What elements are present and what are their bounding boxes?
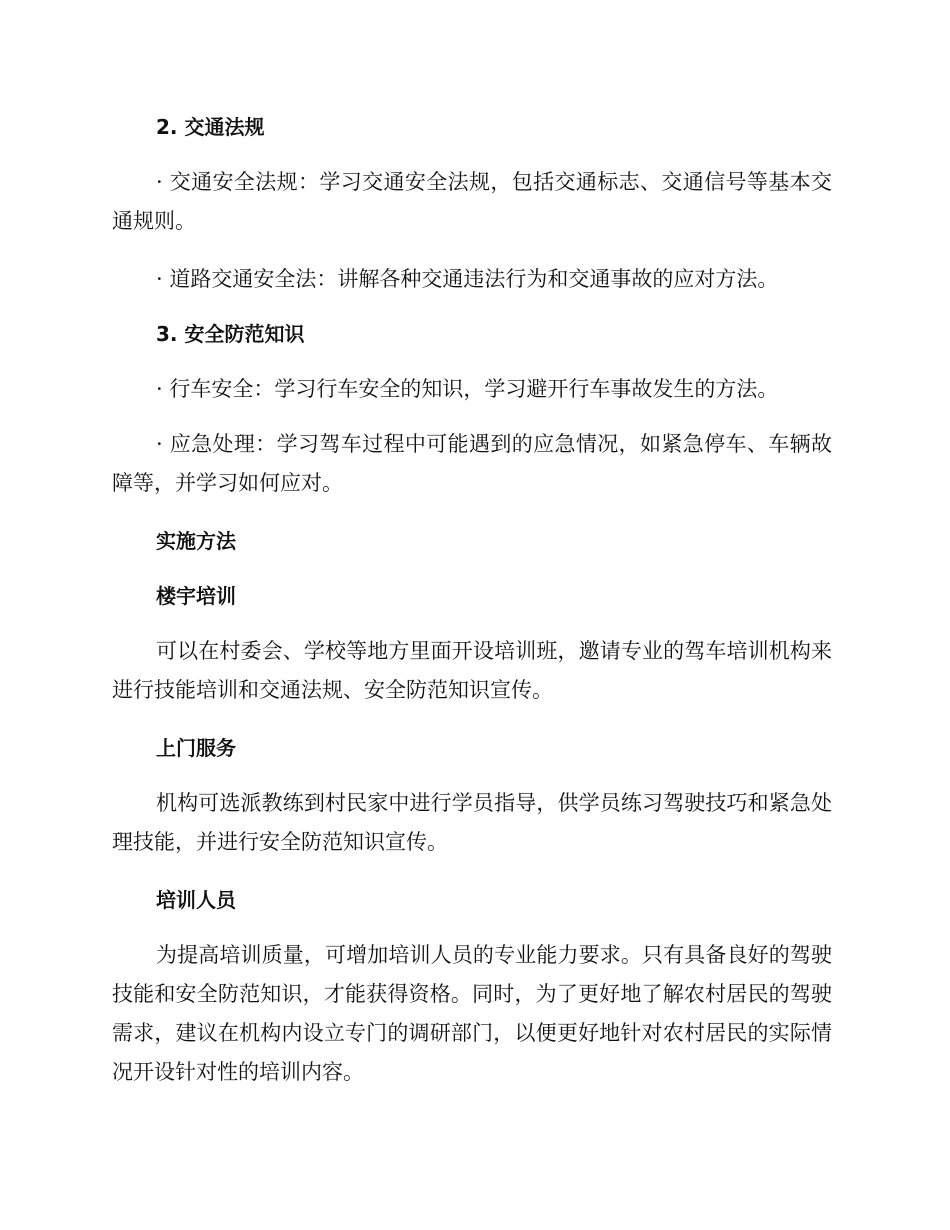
subheading-home-service: 上门服务 [156, 736, 236, 760]
section-heading-implementation: 实施方法 [156, 529, 236, 553]
bullet-road-traffic-safety-law: · 道路交通安全法：讲解各种交通违法行为和交通事故的应对方法。 [156, 267, 779, 291]
bullet-driving-safety: · 行车安全：学习行车安全的知识，学习避开行车事故发生的方法。 [156, 377, 779, 401]
bullet-traffic-safety-regulations: · 交通安全法规：学习交通安全法规，包括交通标志、交通信号等基本交通规则。 [112, 170, 832, 233]
section-heading-safety-knowledge: 3. 安全防范知识 [156, 322, 305, 346]
paragraph-building-training: 可以在村委会、学校等地方里面开设培训班，邀请专业的驾车培训机构来进行技能培训和交通法规、安全防范知识宣传。 [112, 639, 832, 702]
bullet-emergency-handling: · 应急处理：学习驾车过程中可能遇到的应急情况，如紧急停车、车辆故障等，并学习如何应对。 [112, 432, 832, 495]
subheading-trainers: 培训人员 [156, 888, 236, 912]
paragraph-trainers: 为提高培训质量，可增加培训人员的专业能力要求。只有具备良好的驾驶技能和安全防范知识，才能获得资格。同时，为了更好地了解农村居民的驾驶需求，建议在机构内设立专门的调研部门，以便更好地针对农村居民的实际情况开设针对性的培训内容。 [112, 943, 832, 1084]
paragraph-home-service: 机构可选派教练到村民家中进行学员指导，供学员练习驾驶技巧和紧急处理技能，并进行安全防范知识宣传。 [112, 791, 832, 854]
subheading-building-training: 楼宇培训 [156, 584, 236, 608]
section-heading-traffic-laws: 2. 交通法规 [156, 115, 265, 139]
